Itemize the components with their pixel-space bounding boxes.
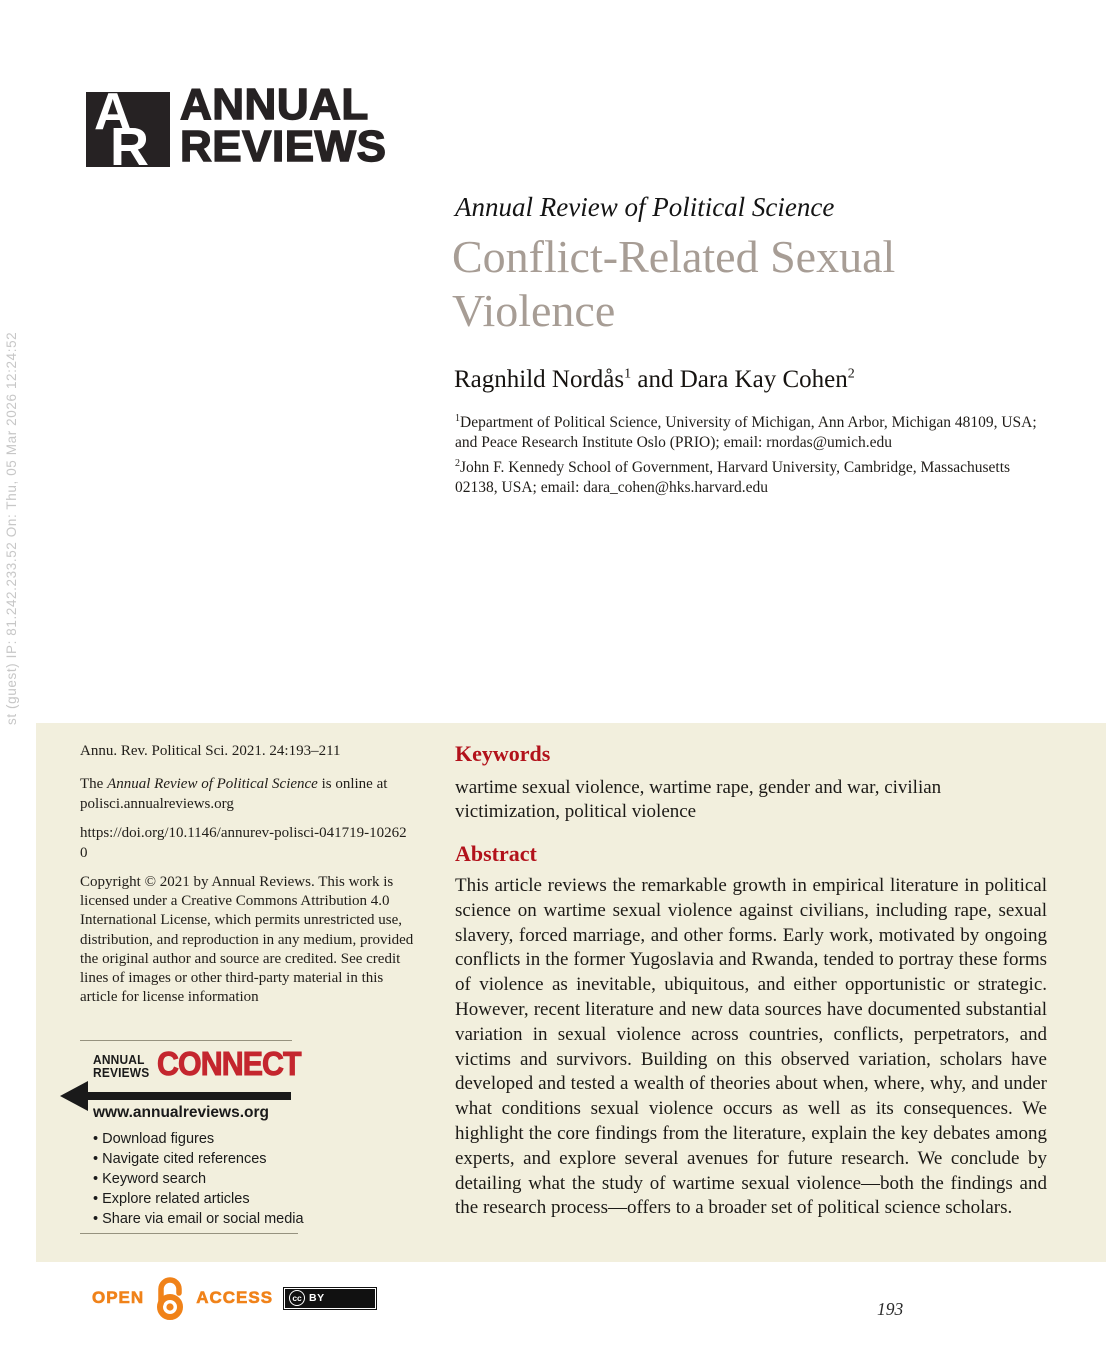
- connect-logo: CONNECT: [157, 1045, 301, 1082]
- list-item: • Keyword search: [93, 1169, 304, 1189]
- list-item: • Share via email or social media: [93, 1209, 304, 1229]
- cc-by-label: BY: [309, 1292, 325, 1304]
- open-access-row: [92, 1276, 376, 1320]
- affiliation-2-text: John F. Kennedy School of Government, Harvard University, Cambridge, Massachusetts 02138, USA; email: dara_cohen@hks.harvard.edu: [455, 459, 1011, 496]
- abstract-text: This article reviews the remarkable growth in empirical literature in political science on wartime sexual violence against civilians, including rape, sexual slavery, forced marriage, and other forms. Early work, motivated by ongoing conflicts in the former Yugoslavia and Rwanda, tended to portray these forms of violence as inevitable, ubiquitous, and either opportunistic or strategic. However, recent literature and new data sources have documented substantial variation in sexual violence across countries, conflicts, perpetrators, and victims and survivors. Building on this observed variation, scholars have developed and tested a wealth of theories about when, where, why, and under what conditions sexual violence occurs as well as its consequences. We highlight the core findings from the literature, explain the key debates among experts, and explore several avenues for future research. We conclude by detailing what the study of wartime sexual violence—both the findings and the research process—offers to a broader set of political science scholars.: [455, 875, 1047, 1219]
- list-item: • Explore related articles: [93, 1189, 304, 1209]
- journal-name: Annual Review of Political Science: [455, 192, 835, 222]
- author-2: Dara Kay Cohen: [679, 366, 848, 393]
- affiliation-1: [455, 409, 1055, 452]
- cc-icon: cc: [289, 1290, 305, 1306]
- page-number: 193: [877, 1299, 904, 1319]
- wordmark-line2: REVIEWS: [180, 122, 387, 171]
- author-1: Ragnhild Nordås: [454, 366, 625, 393]
- cc-by-license-badge: [284, 1288, 376, 1309]
- online-availability: [80, 775, 430, 814]
- doi-link[interactable]: https://doi.org/10.1146/annurev-polisci-041719-102620: [80, 825, 407, 861]
- author-1-affiliation-mark: 1: [624, 366, 632, 382]
- keywords-text: wartime sexual violence, wartime rape, gender and war, civilian victimization, political violence: [455, 777, 942, 822]
- divider-bottom: [80, 1233, 298, 1234]
- connect-brand-stack: [93, 1053, 149, 1079]
- abstract-heading: Abstract: [455, 841, 537, 866]
- online-journal-italic: Annual Review of Political Science: [107, 776, 318, 792]
- online-suffix: is online at polisci.annualreviews.org: [80, 776, 388, 812]
- connect-feature-list: [93, 1129, 304, 1229]
- citation-info-panel: [36, 723, 1106, 1262]
- open-access-open-label: OPEN: [92, 1288, 145, 1307]
- article-title: [452, 230, 895, 338]
- annualreviews-url[interactable]: www.annualreviews.org: [93, 1104, 270, 1121]
- open-access-access-label: ACCESS: [196, 1288, 274, 1307]
- affiliation-1-text: Department of Political Science, University of Michigan, Ann Arbor, Michigan 48109, USA; and Peace Research Institute Oslo (PRIO); email: rnordas@umich.edu: [455, 414, 1037, 451]
- logo-letter-a: A: [94, 92, 132, 141]
- affiliation-2: [455, 454, 1055, 497]
- article-title-line1: Conflict-Related Sexual: [452, 231, 896, 282]
- affiliation-1-mark: 1: [455, 413, 460, 424]
- divider-top: [80, 1040, 292, 1041]
- list-item: • Navigate cited references: [93, 1149, 304, 1169]
- connect-brand-line2: REVIEWS: [93, 1065, 150, 1080]
- list-item: • Download figures: [93, 1129, 304, 1149]
- keywords-heading: Keywords: [455, 741, 551, 766]
- online-prefix: The: [80, 776, 108, 792]
- left-arrow-bar: [75, 1092, 291, 1100]
- annual-reviews-wordmark: [180, 80, 387, 171]
- article-title-line2: Violence: [452, 285, 616, 336]
- connect-brand-line1: ANNUAL: [93, 1052, 145, 1067]
- copyright-notice: Copyright © 2021 by Annual Reviews. This work is licensed under a Creative Commons Attribution 4.0 International License, which permits unrestricted use, distribution, and reproduction in any medium, provided the original author and source are credited. See credit lines of images or other third-party material in this article for license information: [80, 874, 414, 1006]
- author-joiner: and: [631, 366, 680, 393]
- annual-reviews-logo-icon: [86, 92, 170, 167]
- wordmark-line1: ANNUAL: [180, 80, 369, 129]
- access-watermark: st (guest) IP: 81.242.233.52 On: Thu, 05 Mar 2026 12:24:52: [4, 331, 19, 725]
- logo-letter-r: R: [110, 117, 149, 167]
- author-line: [454, 366, 855, 394]
- affiliation-2-mark: 2: [455, 458, 460, 469]
- open-lock-icon: [151, 1276, 189, 1320]
- author-2-affiliation-mark: 2: [847, 366, 855, 382]
- citation-line: Annu. Rev. Political Sci. 2021. 24:193–211: [80, 743, 341, 759]
